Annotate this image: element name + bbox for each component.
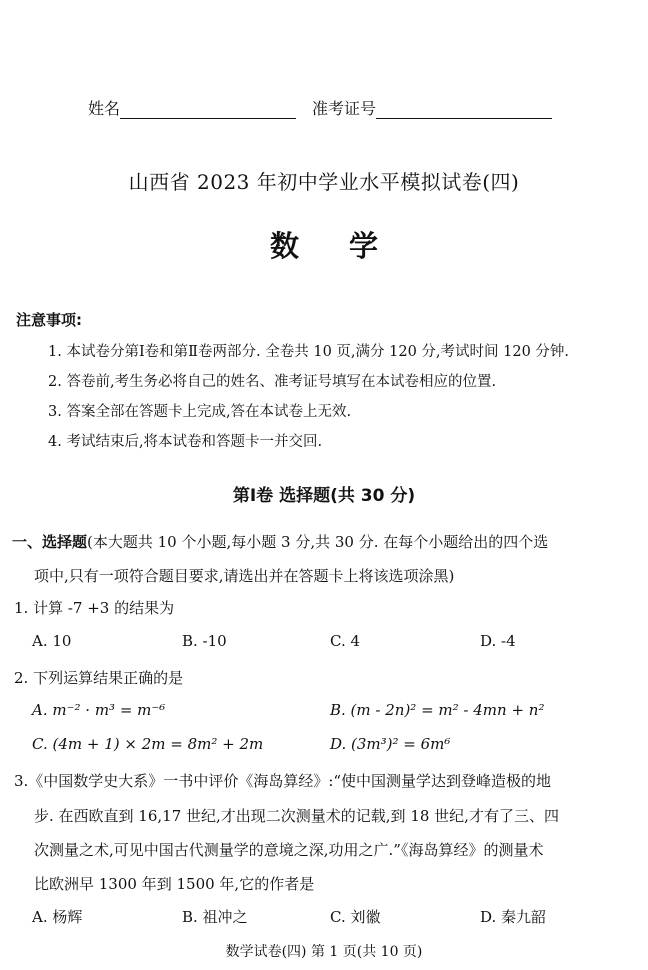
option: B. 祖冲之 [182,908,248,926]
part-instruction-text: (本大题共 10 个小题,每小题 3 分,共 30 分. 在每个小题给出的四个选 [87,533,549,551]
option: D. 秦九韶 [480,908,547,926]
part-instruction [12,531,548,552]
part-instruction-cont: 项中,只有一项符合题目要求,请选出并在答题卡上将该选项涂黑) [34,567,455,585]
name-blank[interactable] [120,104,296,119]
question-stem: 1. 计算 -7 +3 的结果为 [14,599,175,617]
candidate-info [88,96,552,119]
question-stem-line: 比欧洲早 1300 年到 1500 年,它的作者是 [34,875,315,893]
option: C. (4m + 1) × 2m = 8m² + 2m [32,735,264,753]
option: C. 刘徽 [330,908,381,926]
option: D. -4 [480,632,516,650]
option: A. 10 [32,632,72,650]
option: B. (m - 2n)² = m² - 4mn + n² [330,701,545,719]
option: A. 杨辉 [32,908,83,926]
subject-title: 数 学 [269,229,379,263]
question-stem-line: 次测量之术,可见中国古代测量学的意境之深,功用之广.”《海岛算经》的测量术 [34,841,544,859]
section-title: 第Ⅰ卷 选择题(共 30 分) [232,486,416,506]
notice-item: 3. 答案全部在答题卡上完成,答在本试卷上无效. [48,404,352,420]
exam-id-blank[interactable] [376,104,552,119]
question-stem-line: 步. 在西欧直到 16,17 世纪,才出现二次测量术的记载,到 18 世纪,才有了三、四 [34,807,559,825]
option: A. m⁻² · m³ = m⁻⁶ [32,701,166,719]
page-footer: 数学试卷(四) 第 1 页(共 10 页) [225,944,423,960]
exam-title: 山西省 2023 年初中学业水平模拟试卷(四) [128,170,520,194]
notice-item: 4. 考试结束后,将本试卷和答题卡一并交回. [48,434,323,450]
option: D. (3m³)² = 6m⁶ [330,735,451,753]
exam-id-label: 准考证号 [312,99,377,118]
notice-item: 2. 答卷前,考生务必将自己的姓名、准考证号填写在本试卷相应的位置. [48,374,497,390]
option: C. 4 [330,632,361,650]
part-label: 一、选择题 [12,533,88,551]
question-stem: 2. 下列运算结果正确的是 [14,669,184,687]
name-label: 姓名 [88,99,121,118]
notice-item: 1. 本试卷分第Ⅰ卷和第Ⅱ卷两部分. 全卷共 10 页,满分 120 分,考试时间 120 分钟. [48,344,570,360]
notice-heading: 注意事项: [16,311,82,329]
question-stem-line: 3.《中国数学史大系》一书中评价《海岛算经》:“使中国测量学达到登峰造极的地 [14,772,552,790]
option: B. -10 [182,632,227,650]
